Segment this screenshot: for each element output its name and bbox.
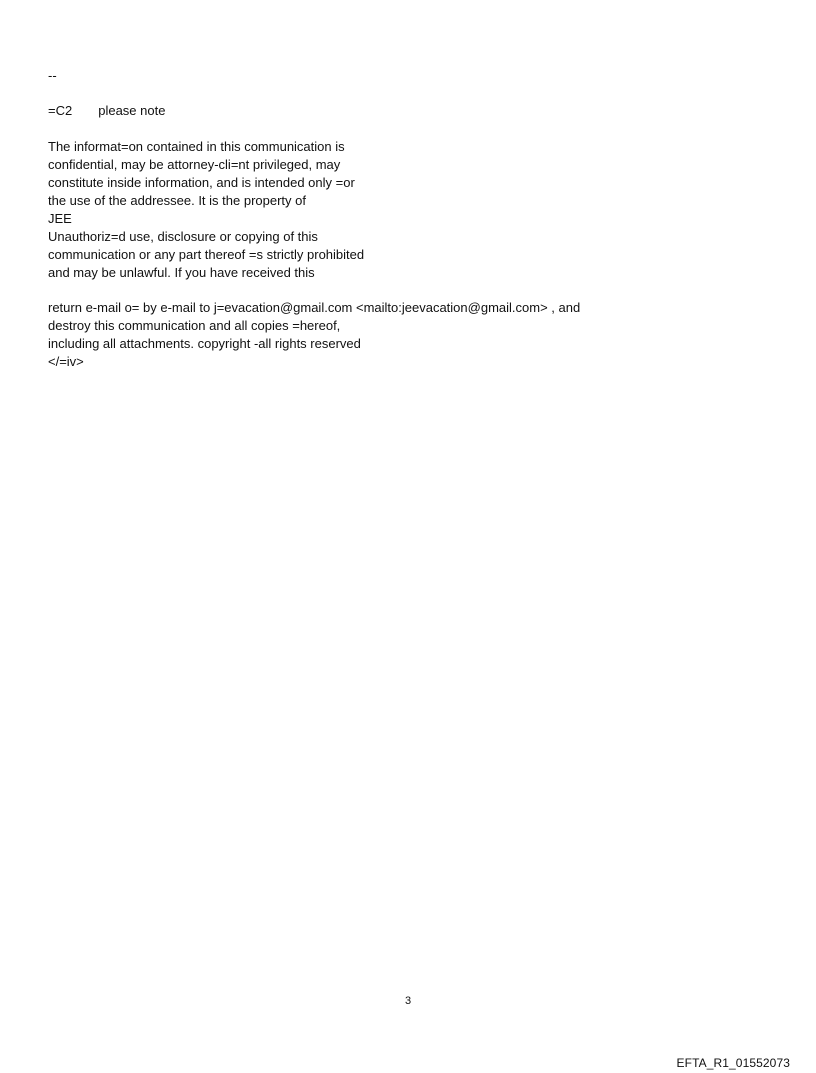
paragraph1-line-1: The informat=on contained in this communication is: [48, 139, 345, 154]
page-number: 3: [404, 995, 412, 1007]
paragraph1-line-2: confidential, may be attorney-cli=nt privileged, may: [48, 157, 341, 172]
note-line: [48, 102, 165, 120]
paragraph1-line-6: Unauthoriz=d use, disclosure or copying of this: [48, 229, 318, 244]
paragraph1-line-5: JEE: [48, 211, 72, 226]
paragraph2-line-2: destroy this communication and all copies =hereof,: [48, 318, 341, 333]
paragraph2-line-4: </=iv>: [48, 354, 84, 369]
paragraph2-line-3: including all attachments. copyright -all rights reserved: [48, 336, 361, 351]
paragraph1-line-3: constitute inside information, and is intended only =or: [48, 175, 355, 190]
paragraph1-line-7: communication or any part thereof =s strictly prohibited: [48, 247, 365, 262]
separator-line: --: [48, 68, 57, 83]
paragraph1-line-8: and may be unlawful. If you have received this: [48, 265, 315, 280]
paragraph2-line-1: return e-mail o= by e-mail to j=evacation@gmail.com <mailto:jeevacation@gmail.com> , and: [48, 300, 581, 315]
paragraph1-line-4: the use of the addressee. It is the property of: [48, 193, 306, 208]
note-text: please note: [98, 103, 166, 118]
bates-stamp: EFTA_R1_01552073: [676, 1056, 790, 1070]
note-prefix: =C2: [48, 103, 73, 118]
